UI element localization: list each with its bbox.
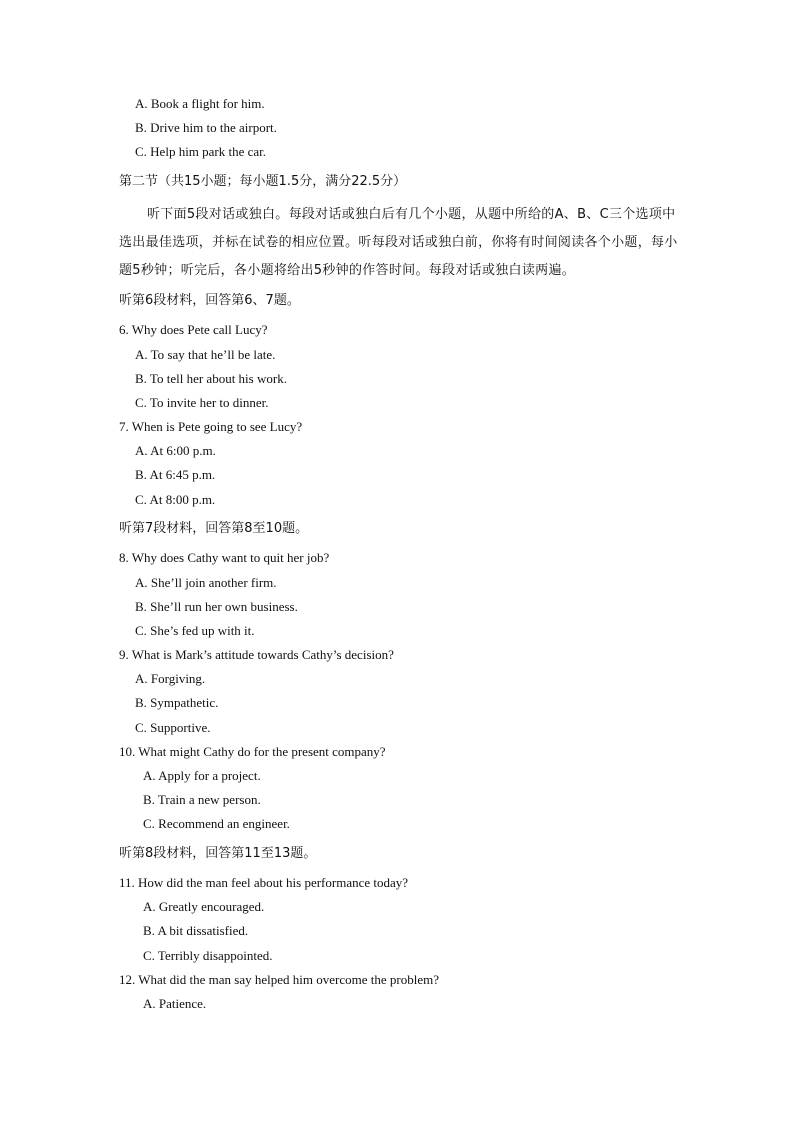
q8-option-a: A. She’ll join another firm. [135, 575, 277, 590]
q10-option-b: B. Train a new person. [143, 792, 261, 807]
q10-stem: 10. What might Cathy do for the present company? [119, 744, 386, 759]
q12-option-a: A. Patience. [143, 996, 207, 1011]
q7-stem: 7. When is Pete going to see Lucy? [119, 419, 303, 434]
material7-label: 听第7段材料，回答第8至10题。 [119, 521, 309, 536]
q11-option-a: A. Greatly encouraged. [143, 899, 265, 914]
q9-option-a: A. Forgiving. [135, 671, 206, 686]
q7-option-c: C. At 8:00 p.m. [135, 492, 216, 507]
material6-label: 听第6段材料，回答第6、7题。 [119, 293, 300, 308]
q6-option-c: C. To invite her to dinner. [135, 395, 269, 410]
q6-option-b: B. To tell her about his work. [135, 371, 287, 386]
q10-option-c: C. Recommend an engineer. [143, 816, 290, 831]
q6-stem: 6. Why does Pete call Lucy? [119, 322, 268, 337]
q11-stem: 11. How did the man feel about his performance today? [119, 875, 409, 890]
q8-option-c: C. She’s fed up with it. [135, 623, 255, 638]
q9-stem: 9. What is Mark’s attitude towards Cathy’s decision? [119, 647, 394, 662]
section2-heading: 第二节（共15小题；每小题1.5分，满分22.5分） [119, 174, 407, 189]
q8-stem: 8. Why does Cathy want to quit her job? [119, 550, 330, 565]
q7-option-a: A. At 6:00 p.m. [135, 443, 216, 458]
q6-option-a: A. To say that he’ll be late. [135, 347, 276, 362]
q10-option-a: A. Apply for a project. [143, 768, 261, 783]
material8-label: 听第8段材料，回答第11至13题。 [119, 846, 317, 861]
q9-option-b: B. Sympathetic. [135, 695, 219, 710]
section2-instructions: 听下面5段对话或独白。每段对话或独白后有几个小题，从题中所给的A、B、C三个选项中选出最佳选项，并标在试卷的相应位置。听每段对话或独白前，你将有时间阅读各个小题，每小题5秒钟；听完后，各小题将给出5秒钟的作答时间。每段对话或独白读两遍。 [119, 207, 678, 278]
q12-stem: 12. What did the man say helped him overcome the problem? [119, 972, 439, 987]
q5-option-a: A. Book a flight for him. [135, 96, 265, 111]
q11-option-b: B. A bit dissatisfied. [143, 923, 249, 938]
q5-option-b: B. Drive him to the airport. [135, 120, 277, 135]
q11-option-c: C. Terribly disappointed. [143, 948, 273, 963]
q7-option-b: B. At 6:45 p.m. [135, 467, 216, 482]
q5-option-c: C. Help him park the car. [135, 144, 267, 159]
q8-option-b: B. She’ll run her own business. [135, 599, 298, 614]
q9-option-c: C. Supportive. [135, 720, 211, 735]
